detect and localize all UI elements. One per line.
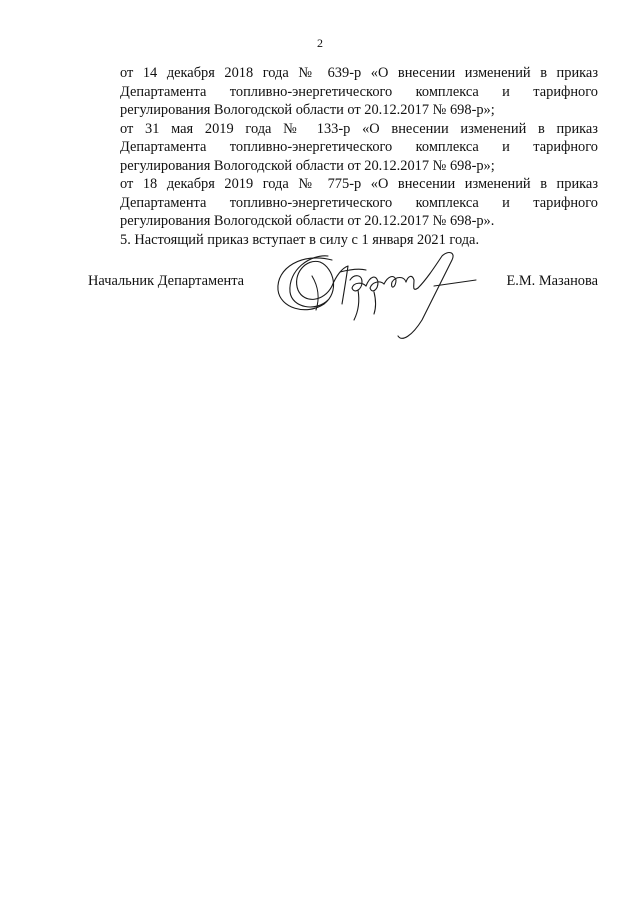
paragraph-line: регулирования Вологодской области от 20.12.2017 № 698-р». <box>120 213 495 229</box>
handwritten-signature <box>262 246 484 346</box>
paragraph-clause-5: 5. Настоящий приказ вступает в силу с 1 января 2021 года. <box>120 231 480 248</box>
document-body <box>88 64 598 249</box>
paragraph-amendment-1 <box>88 64 598 120</box>
paragraph-line: Департамента топливно-энергетического комплекса и тарифного <box>120 139 598 155</box>
paragraph-line: от 14 декабря 2018 года № 639-р «О внесении изменений в приказ <box>120 65 598 81</box>
paragraph-line: от 31 мая 2019 года № 133-р «О внесении изменений в приказ <box>120 120 598 137</box>
paragraph-line: Департамента топливно-энергетического комплекса и тарифного <box>120 83 598 100</box>
paragraph-amendment-2 <box>88 120 598 176</box>
paragraph-line: от 18 декабря 2019 года № 775-р «О внесении изменений в приказ <box>120 176 598 192</box>
paragraph-line: регулирования Вологодской области от 20.12.2017 № 698-р»; <box>120 157 495 174</box>
signatory-title: Начальник Департамента <box>88 273 245 289</box>
paragraph-line: Департамента топливно-энергетического комплекса и тарифного <box>120 194 598 211</box>
paragraph-amendment-3 <box>88 175 598 231</box>
paragraph-line: регулирования Вологодской области от 20.12.2017 № 698-р»; <box>120 102 495 118</box>
signatory-name: Е.М. Мазанова <box>506 273 598 289</box>
page-number: 2 <box>317 36 323 50</box>
